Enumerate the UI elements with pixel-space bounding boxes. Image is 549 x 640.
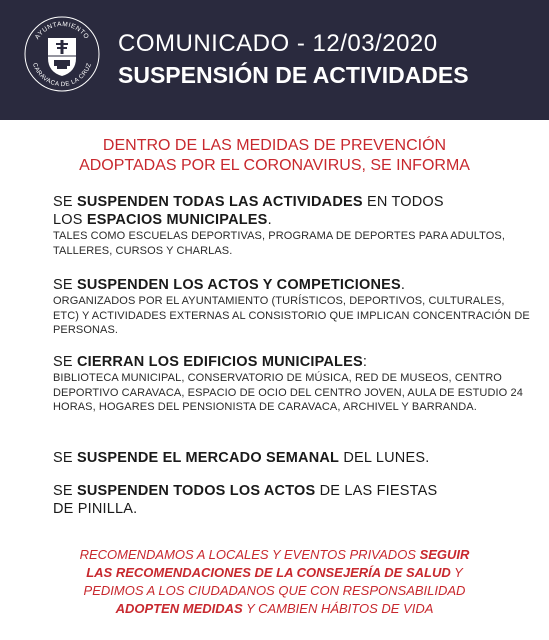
svg-text:AYUNTAMIENTO: AYUNTAMIENTO bbox=[33, 20, 91, 41]
header-banner bbox=[0, 0, 549, 120]
section-activities bbox=[53, 193, 533, 258]
lead-bold-text: SUSPENDE EL MERCADO SEMANAL bbox=[76, 450, 340, 466]
footer-line bbox=[14, 600, 535, 618]
footer-line bbox=[14, 564, 535, 582]
lead-text: SE bbox=[53, 277, 77, 293]
lead-bold-text: ESPACIOS MUNICIPALES bbox=[86, 212, 268, 228]
town-council-seal-icon bbox=[24, 16, 100, 92]
header-title-suspension: SUSPENSIÓN DE ACTIVIDADES bbox=[118, 62, 469, 88]
header-title-communique: COMUNICADO - 12/03/2020 bbox=[118, 30, 438, 57]
intro-line: ADOPTADAS POR EL CORONAVIRUS, SE INFORMA bbox=[79, 157, 470, 174]
lead-bold-text: SUSPENDEN LOS ACTOS Y COMPETICIONES bbox=[76, 277, 401, 293]
section-market bbox=[53, 449, 533, 467]
section-lead bbox=[53, 482, 533, 500]
section-events bbox=[53, 276, 533, 338]
footer-line: PEDIMOS A LOS CIUDADANOS QUE CON RESPONSABILIDAD bbox=[83, 583, 466, 598]
intro-heading bbox=[20, 136, 529, 176]
lead-bold-text: SUSPENDEN TODOS LOS ACTOS bbox=[76, 483, 316, 499]
footer-bold-text: SEGUIR bbox=[419, 547, 470, 562]
section-detail: BIBLIOTECA MUNICIPAL, CONSERVATORIO DE MÚSICA, RED DE MUSEOS, CENTRO DEPORTIVO CARAVACA, ESPACIO DE OCIO DEL CENTRO JOVEN, AULA DE ESTUDIO 24 HORAS, HOGARES DEL PENSIONISTA DE CARAVACA, ARCHIVEL Y BARRANDA. bbox=[53, 372, 523, 413]
svg-text:CARAVACA DE LA CRUZ: CARAVACA DE LA CRUZ bbox=[31, 61, 93, 89]
section-lead: DE PINILLA. bbox=[53, 501, 138, 517]
lead-text: LOS bbox=[53, 212, 87, 228]
footer-line bbox=[14, 546, 535, 564]
intro-line: DENTRO DE LAS MEDIDAS DE PREVENCIÓN bbox=[102, 137, 447, 154]
section-festivities bbox=[53, 482, 533, 518]
section-detail: ORGANIZADOS POR EL AYUNTAMIENTO (TURÍSTICOS, DEPORTIVOS, CULTURALES, ETC) Y ACTIVIDADES EXTERNAS AL CONSISTORIO QUE IMPLICAN CONCENTRACIÓN DE PERSONAS. bbox=[53, 295, 530, 336]
lead-bold-text: SUSPENDEN TODAS LAS ACTIVIDADES bbox=[76, 194, 363, 210]
lead-bold-text: CIERRAN LOS EDIFICIOS MUNICIPALES bbox=[76, 354, 363, 370]
footer-recommendation bbox=[14, 546, 535, 618]
lead-text: DEL LUNES. bbox=[339, 450, 430, 466]
lead-text: SE bbox=[53, 194, 77, 210]
footer-text: RECOMENDAMOS A LOCALES Y EVENTOS PRIVADOS bbox=[79, 547, 420, 562]
section-lead bbox=[53, 449, 533, 467]
lead-text: SE bbox=[53, 450, 77, 466]
footer-bold-text: LAS RECOMENDACIONES DE LA CONSEJERÍA DE SALUD bbox=[86, 565, 451, 580]
lead-text: . bbox=[400, 277, 406, 293]
section-buildings bbox=[53, 353, 533, 415]
footer-text: Y CAMBIEN HÁBITOS DE VIDA bbox=[242, 601, 434, 616]
lead-text: DE LAS FIESTAS bbox=[315, 483, 438, 499]
lead-text: . bbox=[267, 212, 272, 228]
section-detail: TALES COMO ESCUELAS DEPORTIVAS, PROGRAMA DE DEPORTES PARA ADULTOS, TALLERES, CURSOS Y CHARLAS. bbox=[53, 230, 506, 257]
lead-text: SE bbox=[53, 483, 77, 499]
footer-text: Y bbox=[450, 565, 463, 580]
footer-bold-text: ADOPTEN MEDIDAS bbox=[115, 601, 243, 616]
lead-text: SE bbox=[53, 354, 77, 370]
section-lead bbox=[53, 276, 533, 294]
section-lead bbox=[53, 353, 533, 371]
section-lead bbox=[53, 211, 533, 229]
section-lead bbox=[53, 193, 533, 211]
lead-text: : bbox=[362, 354, 368, 370]
lead-text: EN TODOS bbox=[362, 194, 444, 210]
